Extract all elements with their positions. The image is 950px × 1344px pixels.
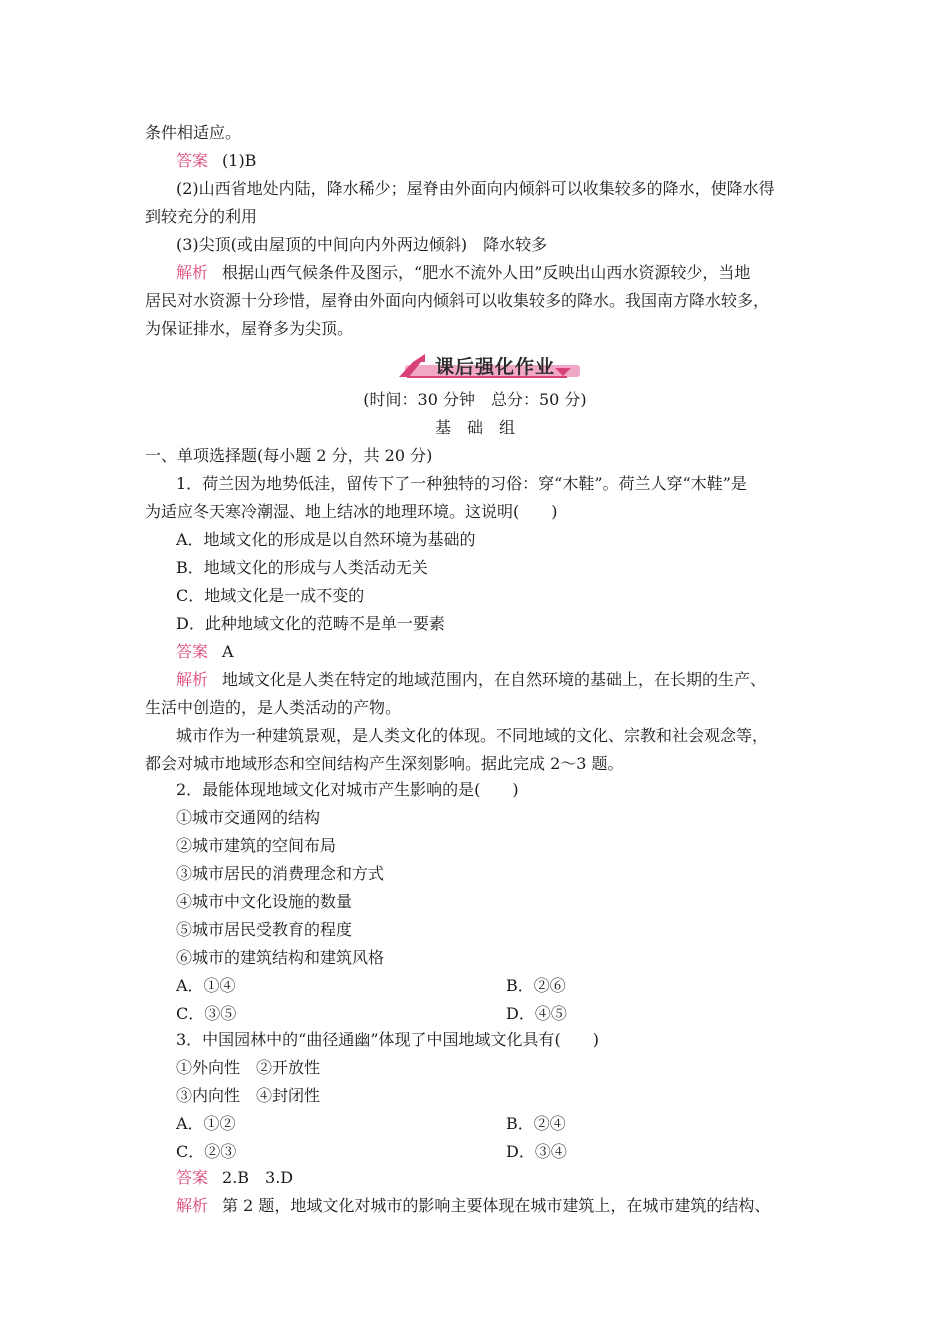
question-2-item: ④城市中文化设施的数量 bbox=[176, 892, 353, 911]
question-1-option: A．地域文化的形成是以自然环境为基础的 bbox=[176, 530, 476, 549]
question-1-option: B．地域文化的形成与人类活动无关 bbox=[176, 558, 428, 577]
question-2-item: ⑤城市居民受教育的程度 bbox=[176, 920, 353, 939]
answer-text: A bbox=[222, 642, 234, 661]
part-heading: 一、单项选择题(每小题 2 分，共 20 分) bbox=[145, 446, 433, 465]
prev-answer-line: 到较充分的利用 bbox=[145, 207, 258, 226]
question-3-stem: 3．中国园林中的“曲径通幽”体现了中国地域文化具有( ) bbox=[176, 1030, 600, 1049]
question-2-option-d: D．④⑤ bbox=[506, 1004, 567, 1023]
prev-answer-line: (3)尖顶(或由屋顶的中间向内外两边倾斜) 降水较多 bbox=[176, 235, 548, 254]
question-2-3-answer bbox=[176, 1167, 293, 1189]
section-title: 课后强化作业 bbox=[434, 356, 555, 378]
answer-text: 2.B 3.D bbox=[222, 1168, 294, 1187]
question-2-option-b: B．②⑥ bbox=[506, 976, 566, 995]
question-2-option-a: A．①④ bbox=[176, 976, 236, 995]
question-2-item: ②城市建筑的空间布局 bbox=[176, 836, 337, 855]
question-2-option-c: C．③⑤ bbox=[176, 1004, 237, 1023]
time-score-line: (时间：30 分钟 总分：50 分) bbox=[363, 390, 587, 409]
question-1-explanation: 生活中创造的，是人类活动的产物。 bbox=[145, 698, 402, 717]
question-1-stem: 1．荷兰因为地势低洼，留传下了一种独特的习俗：穿“木鞋”。荷兰人穿“木鞋”是 bbox=[176, 474, 747, 493]
question-2-item: ③城市居民的消费理念和方式 bbox=[176, 864, 385, 883]
question-1-answer bbox=[176, 641, 234, 663]
question-3-option-b: B．②④ bbox=[506, 1114, 566, 1133]
question-1-explanation bbox=[176, 669, 766, 691]
question-2-option-row bbox=[176, 975, 566, 997]
question-2-stem: 2．最能体现地域文化对城市产生影响的是( ) bbox=[176, 780, 519, 799]
question-3-option-d: D．③④ bbox=[506, 1142, 567, 1161]
answer-tag: 答案 bbox=[176, 642, 209, 661]
group-heading: 基 础 组 bbox=[434, 418, 515, 437]
question-1-option: D．此种地域文化的范畴不是单一要素 bbox=[176, 614, 445, 633]
question-3-item: ①外向性 ②开放性 bbox=[176, 1058, 321, 1077]
question-3-option-c: C．②③ bbox=[176, 1142, 237, 1161]
answer-tag: 答案 bbox=[176, 151, 209, 170]
prev-explanation-line: 居民对水资源十分珍惜，屋脊由外面向内倾斜可以收集较多的降水。我国南方降水较多， bbox=[145, 291, 770, 310]
material-intro: 都会对城市地域形态和空间结构产生深刻影响。据此完成 2～3 题。 bbox=[145, 754, 624, 773]
explanation-tag: 解析 bbox=[176, 670, 209, 689]
question-2-item: ⑥城市的建筑结构和建筑风格 bbox=[176, 948, 385, 967]
material-intro: 城市作为一种建筑景观，是人类文化的体现。不同地域的文化、宗教和社会观念等， bbox=[176, 726, 769, 745]
answer-tag: 答案 bbox=[176, 1168, 209, 1187]
prev-explanation-line: 为保证排水，屋脊多为尖顶。 bbox=[145, 319, 354, 338]
answer-text: (1)B bbox=[222, 151, 257, 170]
section-banner bbox=[395, 350, 595, 382]
prev-text-line: 条件相适应。 bbox=[145, 123, 242, 142]
question-2-option-row bbox=[176, 1003, 567, 1025]
prev-answer-line: (2)山西省地处内陆，降水稀少；屋脊由外面向内倾斜可以收集较多的降水，使降水得 bbox=[176, 179, 775, 198]
question-3-option-row bbox=[176, 1113, 566, 1135]
explanation-text: 第 2 题，地域文化对城市的影响主要体现在城市建筑上，在城市建筑的结构、 bbox=[222, 1196, 771, 1215]
question-1-stem: 为适应冬天寒冷潮湿、地上结冰的地理环境。这说明( ) bbox=[145, 502, 558, 521]
question-3-item: ③内向性 ④封闭性 bbox=[176, 1086, 321, 1105]
question-3-option-row bbox=[176, 1141, 567, 1163]
prev-answer-line bbox=[176, 150, 256, 172]
prev-explanation-line bbox=[176, 262, 750, 284]
explanation-text: 地域文化是人类在特定的地域范围内，在自然环境的基础上，在长期的生产、 bbox=[222, 670, 767, 689]
explanation-tag: 解析 bbox=[176, 1196, 209, 1215]
question-2-3-explanation bbox=[176, 1195, 770, 1217]
explanation-text: 根据山西气候条件及图示，“肥水不流外人田”反映出山西水资源较少，当地 bbox=[222, 263, 751, 282]
question-1-option: C．地域文化是一成不变的 bbox=[176, 586, 365, 605]
question-2-item: ①城市交通网的结构 bbox=[176, 808, 321, 827]
explanation-tag: 解析 bbox=[176, 263, 209, 282]
question-3-option-a: A．①② bbox=[176, 1114, 236, 1133]
